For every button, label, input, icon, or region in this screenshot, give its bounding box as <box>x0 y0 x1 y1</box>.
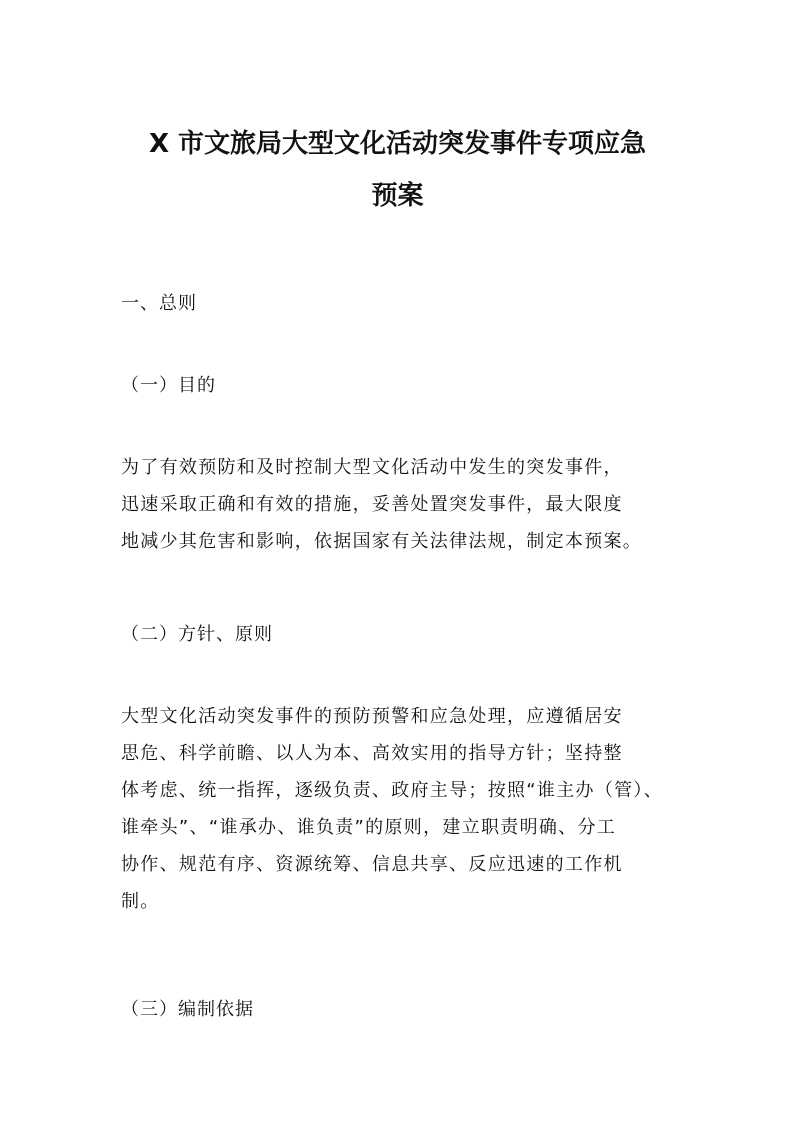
title-line-1: X 市文旅局大型文化活动突发事件专项应急 <box>148 129 647 159</box>
paragraph-principles <box>121 698 681 920</box>
paragraph-purpose <box>121 449 681 560</box>
section-heading-general: 一、总则 <box>121 293 197 314</box>
paragraph-line: 思危、科学前瞻、以人为本、高效实用的指导方针；坚持整 <box>121 743 623 764</box>
subheading-purpose: （一）目的 <box>121 375 216 396</box>
paragraph-line: 为了有效预防和及时控制大型文化活动中发生的突发事件， <box>121 457 623 478</box>
paragraph-line: 制。 <box>121 891 160 912</box>
subheading-principles: （二）方针、原则 <box>121 624 273 645</box>
paragraph-line: 谁牵头”、“谁承办、谁负责”的原则，建立职责明确、分工 <box>121 817 617 838</box>
paragraph-line: 体考虑、统一指挥，逐级负责、政府主导；按照“谁主办（管）、 <box>121 780 664 801</box>
paragraph-line: 协作、规范有序、资源统筹、信息共享、反应迅速的工作机 <box>121 854 623 875</box>
paragraph-line: 地减少其危害和影响，依据国家有关法律法规，制定本预案。 <box>121 531 643 552</box>
document-title <box>110 118 685 222</box>
subheading-basis: （三）编制依据 <box>121 999 254 1020</box>
title-line-2: 预案 <box>371 181 424 211</box>
paragraph-line: 迅速采取正确和有效的措施，妥善处置突发事件，最大限度 <box>121 494 623 515</box>
paragraph-line: 大型文化活动突发事件的预防预警和应急处理，应遵循居安 <box>121 706 623 727</box>
